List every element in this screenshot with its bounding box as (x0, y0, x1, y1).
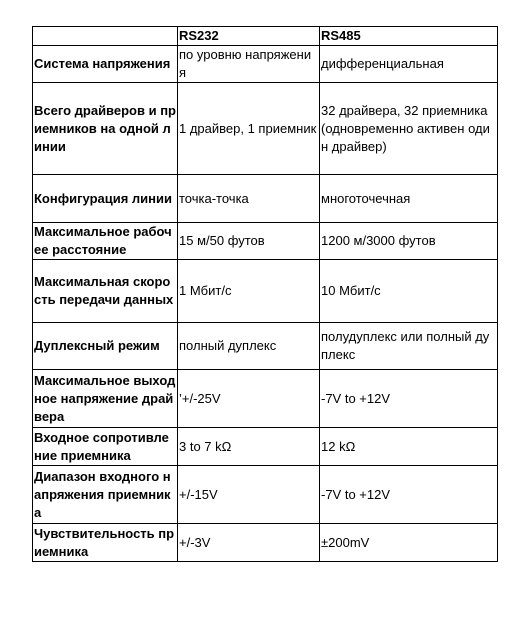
rs232-cell: 3 to 7 kΩ (178, 428, 320, 466)
table-row (33, 370, 498, 428)
rs232-cell: точка-точка (178, 175, 320, 223)
row-label: Диапазон входного напряжения приемника (33, 466, 178, 524)
rs485-cell: -7V to +12V (320, 466, 498, 524)
row-label: Конфигурация линии (33, 175, 178, 223)
table-row (33, 466, 498, 524)
rs485-cell: -7V to +12V (320, 370, 498, 428)
header-cell-rs485: RS485 (320, 27, 498, 46)
row-label: Максимальное рабочее расстояние (33, 223, 178, 260)
header-cell-rs232: RS232 (178, 27, 320, 46)
table-row (33, 524, 498, 562)
rs485-cell: ±200mV (320, 524, 498, 562)
row-label: Дуплексный режим (33, 323, 178, 370)
comparison-table (32, 26, 498, 562)
row-label: Максимальная скорость передачи данных (33, 260, 178, 323)
row-label: Максимальное выходное напряжение драйвера (33, 370, 178, 428)
table-row (33, 223, 498, 260)
row-label: Чувствительность приемника (33, 524, 178, 562)
rs485-cell: многоточечная (320, 175, 498, 223)
table-row (33, 175, 498, 223)
table-row (33, 323, 498, 370)
header-cell-blank (33, 27, 178, 46)
rs485-cell: 12 kΩ (320, 428, 498, 466)
row-label: Всего драйверов и приемников на одной линии (33, 83, 178, 175)
table-row (33, 260, 498, 323)
rs232-cell: 1 драйвер, 1 приемник (178, 83, 320, 175)
rs485-cell: 1200 м/3000 футов (320, 223, 498, 260)
row-label: Система напряжения (33, 46, 178, 83)
header-row (33, 27, 498, 46)
rs485-cell: 10 Мбит/с (320, 260, 498, 323)
rs485-cell: 32 драйвера, 32 приемника (одновременно активен один драйвер) (320, 83, 498, 175)
rs232-cell: ’+/-25V (178, 370, 320, 428)
rs232-cell: 15 м/50 футов (178, 223, 320, 260)
rs485-cell: полудуплекс или полный дуплекс (320, 323, 498, 370)
row-label: Входное сопротивление приемника (33, 428, 178, 466)
rs232-cell: 1 Мбит/с (178, 260, 320, 323)
rs232-cell: полный дуплекс (178, 323, 320, 370)
rs485-cell: дифференциальная (320, 46, 498, 83)
table-row (33, 46, 498, 83)
table-row (33, 428, 498, 466)
rs232-cell: +/-15V (178, 466, 320, 524)
rs232-cell: по уровню напряжения (178, 46, 320, 83)
rs232-cell: +/-3V (178, 524, 320, 562)
table-row (33, 83, 498, 175)
